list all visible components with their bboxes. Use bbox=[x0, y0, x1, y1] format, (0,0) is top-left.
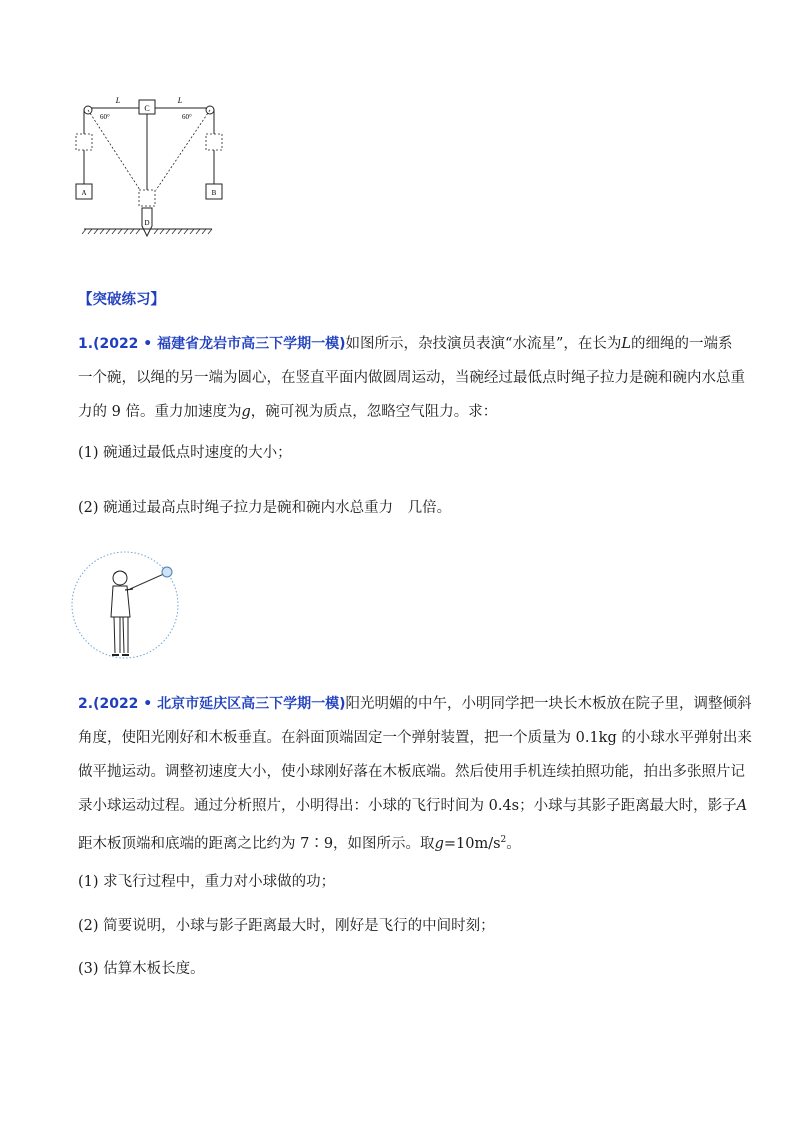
angle-right: 60° bbox=[182, 113, 192, 121]
q1-source[interactable]: (2022 • 福建省龙岩市高三下学期一模) bbox=[93, 336, 346, 352]
q1-line-2: 一个碗，以绳的另一端为圆心，在竖直平面内做圆周运动，当碗经过最低点时绳子拉力是碗和碗内水总重 bbox=[78, 370, 745, 386]
q1-var-g: g bbox=[241, 404, 251, 420]
q1-number: 1. bbox=[78, 336, 94, 352]
q2-sup: 2 bbox=[500, 835, 507, 845]
q2-line-4 bbox=[78, 796, 748, 816]
q2-line-2: 角度，使阳光刚好和木板垂直。在斜面顶端固定一个弹射装置，把一个质量为 0.1kg 的小球水平弹射出来 bbox=[78, 730, 752, 746]
q2-line-5 bbox=[78, 830, 728, 854]
pulley-diagram bbox=[70, 92, 230, 252]
q1-line-1 bbox=[78, 334, 733, 354]
angle-left: 60° bbox=[100, 113, 110, 121]
q1-sub-1: (1) 碗通过最低点时速度的大小； bbox=[78, 445, 292, 461]
q2-sub-1: (1) 求飞行过程中，重力对小球做的功； bbox=[78, 874, 336, 890]
q2-sub-2: (2) 简要说明，小球与影子距离最大时，刚好是飞行的中间时刻； bbox=[78, 918, 495, 934]
q2-text: 阳光明媚的中午，小明同学把一块长木板放在院子里，调整倾斜 bbox=[345, 696, 752, 712]
q2-line-3: 做平抛运动。调整初速度大小，使小球刚好落在木板底端。然后使用手机连续拍照功能，拍出多张照片记 bbox=[78, 764, 745, 780]
q2-sub-3: (3) 估算木板长度。 bbox=[78, 961, 205, 977]
bowl-icon bbox=[162, 567, 172, 577]
q1-text: 力的 9 倍。重力加速度为 bbox=[78, 404, 242, 420]
q2-line-1 bbox=[78, 694, 752, 714]
q2-text: 。 bbox=[506, 835, 521, 852]
q2-var-g: g bbox=[434, 835, 444, 852]
label-L-right: L bbox=[177, 96, 183, 105]
label-c: C bbox=[144, 104, 150, 113]
q1-text: ，碗可视为质点，忽略空气阻力。求： bbox=[250, 404, 498, 420]
q1-var-L: L bbox=[621, 336, 631, 352]
q1-sub-2: (2) 碗通过最高点时绳子拉力是碗和碗内水总重力 几倍。 bbox=[78, 500, 452, 516]
q1-text: 如图所示，杂技演员表演“水流星”，在长为 bbox=[345, 336, 622, 352]
section-title: 【突破练习】 bbox=[78, 292, 165, 308]
label-L-left: L bbox=[115, 96, 121, 105]
water-meteor-figure bbox=[70, 545, 182, 665]
q2-text: 录小球运动过程。通过分析照片，小明得出：小球的飞行时间为 0.4s；小球与其影子距离最大时，影子 bbox=[78, 798, 737, 814]
label-d: D bbox=[144, 219, 150, 227]
label-a: A bbox=[81, 189, 87, 197]
q2-number: 2. bbox=[78, 696, 94, 712]
q1-text: 的细绳的一端系 bbox=[631, 336, 733, 352]
q2-source[interactable]: (2022 • 北京市延庆区高三下学期一模) bbox=[93, 696, 346, 712]
q2-var-A: A bbox=[736, 798, 748, 814]
q1-line-3 bbox=[78, 402, 728, 422]
q2-text: 距木板顶端和底端的距离之比约为 7∶9，如图所示。取 bbox=[78, 835, 435, 852]
label-b: B bbox=[211, 189, 217, 197]
q2-text: =10m/s bbox=[443, 835, 501, 852]
